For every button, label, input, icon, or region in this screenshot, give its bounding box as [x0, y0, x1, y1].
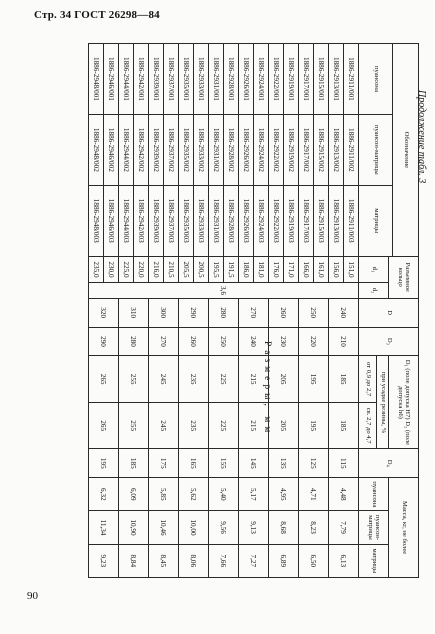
cell-D: 270 [239, 298, 269, 327]
cell-shrink-low: 255 [119, 356, 149, 403]
cell-d1: 205,5 [179, 256, 194, 283]
dimensions-label: Размеры, мм [262, 341, 272, 437]
cell-punch-matrix: 1886-2922/002 [269, 114, 284, 185]
cell-punch-matrix: 1886-2924/002 [254, 114, 269, 185]
cell-matrix: 1886-2926/003 [239, 185, 254, 256]
cell-punch: 1886-2939/001 [149, 44, 164, 115]
cell-D: 300 [149, 298, 179, 327]
cell-punch-matrix: 1886-2935/002 [179, 114, 194, 185]
header-ejector: Разъемное кольцо [389, 256, 419, 298]
cell-punch: 1886-2928/001 [224, 44, 239, 115]
cell-punch-matrix: 1886-2939/002 [149, 114, 164, 185]
cell-mass-punch-matrix: 7,79 [329, 511, 359, 544]
table-row [284, 44, 299, 578]
header-punch: пуансона [359, 44, 393, 115]
cell-D4: 135 [269, 449, 299, 478]
cell-matrix: 1886-2931/003 [209, 185, 224, 256]
cell-punch: 1886-2942/001 [134, 44, 149, 115]
cell-D4: 175 [149, 449, 179, 478]
cell-matrix: 1886-2928/003 [224, 185, 239, 256]
cell-mass-punch: 5,85 [149, 478, 179, 511]
cell-matrix: 1886-2913/003 [329, 185, 344, 256]
cell-punch-matrix: 1886-2928/002 [224, 114, 239, 185]
cell-mass-matrix: 7,27 [239, 544, 269, 577]
cell-matrix: 1886-2942/003 [134, 185, 149, 256]
cell-d1: 176,0 [269, 256, 284, 283]
cell-shrink-low: 215 [239, 356, 269, 403]
cell-mass-matrix: 6,13 [329, 544, 359, 577]
header-matrix: матрицы [359, 185, 393, 256]
table-row [314, 44, 329, 578]
cell-D3: 250 [209, 327, 239, 356]
cell-D: 250 [299, 298, 329, 327]
table-row [224, 44, 239, 578]
cell-d1: 230,0 [104, 256, 119, 283]
cell-D3: 230 [269, 327, 299, 356]
header-designation: Обозначение [393, 44, 419, 257]
table-row [164, 44, 179, 578]
cell-punch: 1886-2948/001 [89, 44, 104, 115]
cell-punch: 1886-2915/001 [314, 44, 329, 115]
cell-punch-matrix: 1886-2915/002 [314, 114, 329, 185]
cell-shrink-high: 205 [269, 402, 299, 449]
cell-D3: 280 [119, 327, 149, 356]
cell-mass-punch-matrix: 10,00 [179, 511, 209, 544]
cell-shrink-low: 195 [299, 356, 329, 403]
cell-D: 240 [329, 298, 359, 327]
cell-D4: 195 [89, 449, 119, 478]
cell-shrink-high: 245 [149, 402, 179, 449]
cell-shrink-high: 215 [239, 402, 269, 449]
cell-matrix: 1886-2915/003 [314, 185, 329, 256]
cell-d1: 195,5 [209, 256, 224, 283]
cell-mass-punch-matrix: 8,23 [299, 511, 329, 544]
table-row [194, 44, 209, 578]
cell-d1: 191,5 [224, 256, 239, 283]
cell-mass-punch: 6,32 [89, 478, 119, 511]
cell-punch: 1886-2919/001 [284, 44, 299, 115]
header-d1: d₁ [359, 256, 389, 283]
dimensions-table [88, 43, 419, 578]
cell-matrix: 1886-2922/003 [269, 185, 284, 256]
cell-punch-matrix: 1886-2931/002 [209, 114, 224, 185]
cell-matrix: 1886-2939/003 [149, 185, 164, 256]
cell-mass-punch: 4,71 [299, 478, 329, 511]
cell-D4: 125 [299, 449, 329, 478]
cell-shrink-low: 235 [179, 356, 209, 403]
cell-punch-matrix: 1886-2911/002 [344, 114, 359, 185]
header-mass-punch: пуансона [359, 478, 389, 511]
cell-punch: 1886-2924/001 [254, 44, 269, 115]
cell-matrix: 1886-2937/003 [164, 185, 179, 256]
table-caption: Продолжение табл. 3 [416, 90, 427, 184]
cell-shrink-low: 205 [269, 356, 299, 403]
header-shrink: при усадке резины, % [377, 356, 389, 449]
header-mass-punch-matrix: пуансон-матрицы [359, 511, 389, 544]
cell-d1: 220,0 [134, 256, 149, 283]
table-body [89, 44, 359, 578]
cell-shrink-low: 185 [329, 356, 359, 403]
cell-d1: 200,5 [194, 256, 209, 283]
dimensions-table-rotated [92, 43, 419, 578]
cell-D: 320 [89, 298, 119, 327]
cell-D3: 210 [329, 327, 359, 356]
cell-punch: 1886-2911/001 [344, 44, 359, 115]
cell-d1: 166,0 [299, 256, 314, 283]
cell-D3: 220 [299, 327, 329, 356]
cell-mass-punch: 4,48 [329, 478, 359, 511]
cell-d1: 225,0 [119, 256, 134, 283]
cell-matrix: 1886-2924/003 [254, 185, 269, 256]
cell-D4: 115 [329, 449, 359, 478]
cell-mass-matrix: 8,84 [119, 544, 149, 577]
cell-mass-punch-matrix: 10,46 [149, 511, 179, 544]
cell-shrink-low: 225 [209, 356, 239, 403]
cell-shrink-high: 225 [209, 402, 239, 449]
cell-d1: 186,0 [239, 256, 254, 283]
header-D3: D₃ [359, 327, 419, 356]
cell-mass-punch-matrix: 9,56 [209, 511, 239, 544]
cell-mass-punch-matrix: 9,13 [239, 511, 269, 544]
cell-matrix: 1886-2917/003 [299, 185, 314, 256]
cell-punch: 1886-2933/001 [194, 44, 209, 115]
cell-punch: 1886-2946/001 [104, 44, 119, 115]
table-row [134, 44, 149, 578]
cell-mass-punch: 5,17 [239, 478, 269, 511]
cell-d1: 156,0 [329, 256, 344, 283]
cell-matrix: 1886-2911/003 [344, 185, 359, 256]
cell-mass-matrix: 8,45 [149, 544, 179, 577]
cell-shrink-high: 185 [329, 402, 359, 449]
cell-D3: 260 [179, 327, 209, 356]
cell-d1: 235,0 [89, 256, 104, 283]
cell-mass-matrix: 6,50 [299, 544, 329, 577]
cell-punch-matrix: 1886-2926/002 [239, 114, 254, 185]
cell-punch-matrix: 1886-2944/002 [119, 114, 134, 185]
cell-shrink-low: 265 [89, 356, 119, 403]
cell-D4: 155 [209, 449, 239, 478]
cell-d1: 181,0 [254, 256, 269, 283]
cell-mass-matrix: 6,89 [269, 544, 299, 577]
cell-shrink-low: 245 [149, 356, 179, 403]
cell-mass-matrix: 8,06 [179, 544, 209, 577]
cell-punch-matrix: 1886-2948/002 [89, 114, 104, 185]
cell-D3: 270 [149, 327, 179, 356]
cell-d1: 151,0 [344, 256, 359, 283]
cell-D4: 165 [179, 449, 209, 478]
cell-shrink-high: 195 [299, 402, 329, 449]
header-D4: D₄ [359, 449, 419, 478]
header-D: D [359, 298, 419, 327]
header-shrink-high: св. 2,7 до 4,7 [359, 402, 377, 449]
cell-matrix: 1886-2946/003 [104, 185, 119, 256]
cell-d1: 161,0 [314, 256, 329, 283]
cell-punch: 1886-2944/001 [119, 44, 134, 115]
header-d2: d₂ [359, 283, 389, 299]
table-row [104, 44, 119, 578]
cell-d1: 171,0 [284, 256, 299, 283]
cell-shrink-high: 265 [89, 402, 119, 449]
page-number: 90 [27, 590, 38, 602]
cell-mass-punch: 5,62 [179, 478, 209, 511]
header-punch-matrix: пуансон-матрицы [359, 114, 393, 185]
cell-mass-matrix: 7,66 [209, 544, 239, 577]
table-row [344, 44, 359, 578]
header-d-sizes: D₁ (поле допуска H7) D₂ (поле допуска h6) [389, 356, 419, 449]
cell-punch-matrix: 1886-2946/002 [104, 114, 119, 185]
cell-mass-punch: 4,95 [269, 478, 299, 511]
cell-punch-matrix: 1886-2933/002 [194, 114, 209, 185]
cell-mass-punch-matrix: 10,90 [119, 511, 149, 544]
cell-punch-matrix: 1886-2937/002 [164, 114, 179, 185]
cell-D3: 290 [89, 327, 119, 356]
cell-matrix: 1886-2933/003 [194, 185, 209, 256]
cell-punch-matrix: 1886-2917/002 [299, 114, 314, 185]
cell-mass-punch-matrix: 11,34 [89, 511, 119, 544]
cell-punch: 1886-2913/001 [329, 44, 344, 115]
cell-D4: 185 [119, 449, 149, 478]
cell-mass-punch-matrix: 8,68 [269, 511, 299, 544]
cell-punch: 1886-2935/001 [179, 44, 194, 115]
cell-punch: 1886-2937/001 [164, 44, 179, 115]
cell-shrink-high: 255 [119, 402, 149, 449]
cell-shrink-high: 235 [179, 402, 209, 449]
cell-D: 310 [119, 298, 149, 327]
cell-matrix: 1886-2944/003 [119, 185, 134, 256]
cell-D: 260 [269, 298, 299, 327]
cell-punch: 1886-2922/001 [269, 44, 284, 115]
cell-punch-matrix: 1886-2913/002 [329, 114, 344, 185]
cell-mass-matrix: 9,23 [89, 544, 119, 577]
table-row [254, 44, 269, 578]
cell-punch: 1886-2931/001 [209, 44, 224, 115]
cell-punch: 1886-2926/001 [239, 44, 254, 115]
cell-D4: 145 [239, 449, 269, 478]
cell-mass-punch: 6,09 [119, 478, 149, 511]
cell-matrix: 1886-2935/003 [179, 185, 194, 256]
cell-punch-matrix: 1886-2919/002 [284, 114, 299, 185]
cell-punch-matrix: 1886-2942/002 [134, 114, 149, 185]
cell-d2: 3,6 [89, 283, 359, 299]
cell-d1: 210,5 [164, 256, 179, 283]
cell-mass-punch: 5,40 [209, 478, 239, 511]
cell-d1: 216,0 [149, 256, 164, 283]
cell-D: 280 [209, 298, 239, 327]
cell-punch: 1886-2917/001 [299, 44, 314, 115]
cell-matrix: 1886-2919/003 [284, 185, 299, 256]
page-header: Стр. 34 ГОСТ 26298—84 [34, 9, 160, 21]
cell-D: 290 [179, 298, 209, 327]
cell-matrix: 1886-2948/003 [89, 185, 104, 256]
header-mass: Масса, кг, не более [389, 478, 419, 578]
header-mass-matrix: матрицы [359, 544, 389, 577]
header-shrink-low: от 0,9 до 2,7 [359, 356, 377, 403]
cell-D3: 240 [239, 327, 269, 356]
